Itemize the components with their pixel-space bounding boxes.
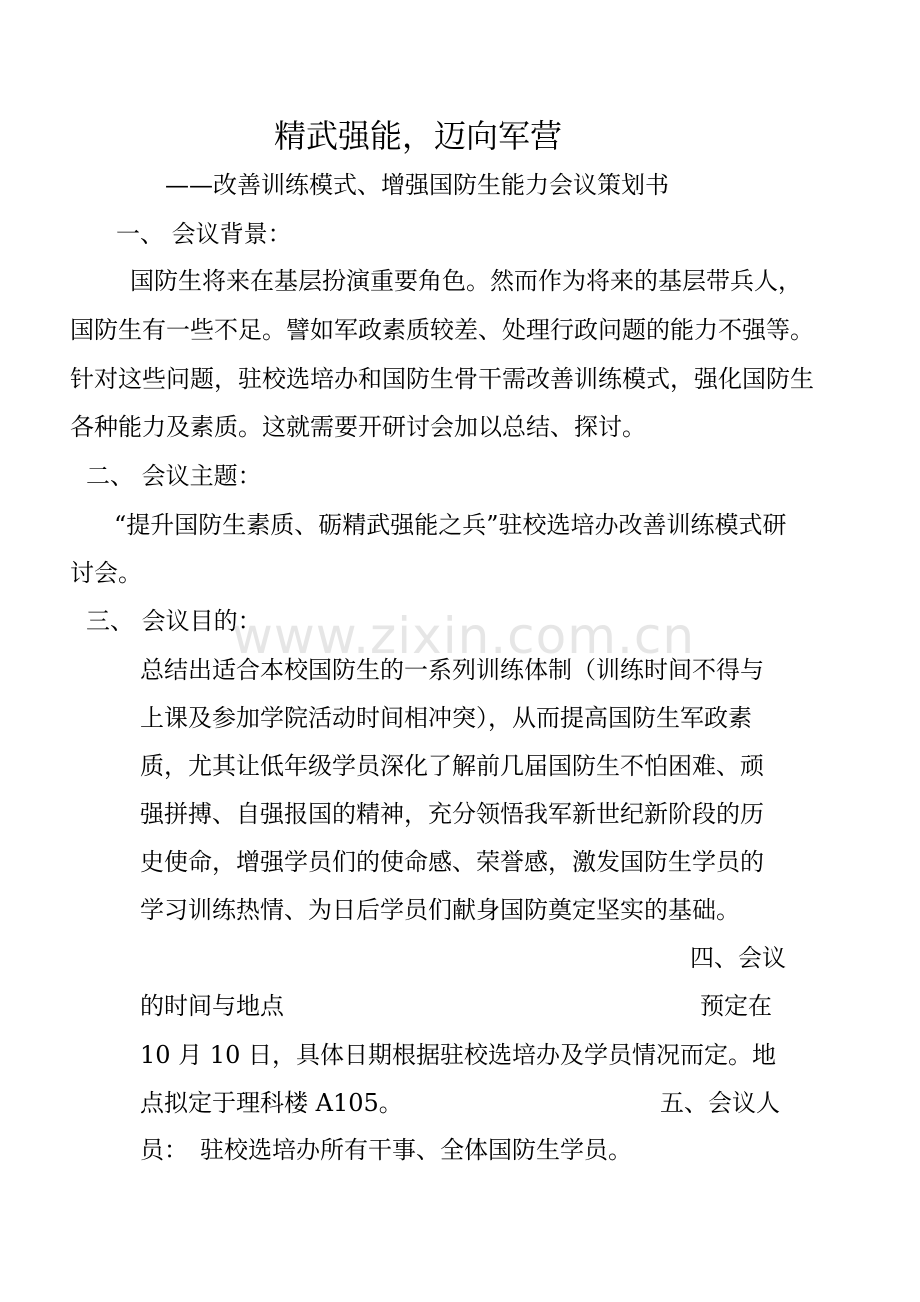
section-heading-time-place-continued: 的时间与地点 bbox=[140, 992, 284, 1020]
section-heading-purpose: 三、 会议目的： bbox=[86, 607, 262, 635]
watermark-text: www.zixin.com.cn bbox=[232, 607, 696, 665]
paragraph-line: 质，尤其让低年级学员深化了解前几届国防生不怕困难、顽 bbox=[140, 752, 764, 780]
paragraph-line: 国防生有一些不足。譬如军政素质较差、处理行政问题的能力不强等。 bbox=[70, 316, 814, 344]
section-heading-participants-continued: 员： bbox=[140, 1136, 188, 1164]
paragraph-line: 针对这些问题，驻校选培办和国防生骨干需改善训练模式，强化国防生 bbox=[70, 365, 814, 393]
paragraph-line: 强拼搏、自强报国的精神，充分领悟我军新世纪新阶段的历 bbox=[140, 800, 764, 828]
paragraph-line: 总结出适合本校国防生的一系列训练体制（训练时间不得与 bbox=[140, 656, 764, 684]
paragraph-line: 驻校选培办所有干事、全体国防生学员。 bbox=[200, 1136, 632, 1164]
paragraph-line: 讨会。 bbox=[70, 559, 142, 587]
document-subtitle: ——改善训练模式、增强国防生能力会议策划书 bbox=[165, 171, 669, 199]
paragraph-line: 学习训练热情、为日后学员们献身国防奠定坚实的基础。 bbox=[140, 896, 740, 924]
section-heading-theme: 二、 会议主题： bbox=[86, 462, 262, 490]
paragraph-line: 史使命，增强学员们的使命感、荣誉感，激发国防生学员的 bbox=[140, 848, 764, 876]
section-heading-participants: 五、会议人 bbox=[660, 1089, 780, 1117]
document-title: 精武强能，迈向军营 bbox=[274, 117, 563, 155]
paragraph-line: 点拟定于理科楼 A105。 bbox=[140, 1089, 403, 1117]
paragraph-line: “提升国防生素质、砺精武强能之兵”驻校选培办改善训练模式研 bbox=[114, 511, 787, 539]
paragraph-line: 上课及参加学院活动时间相冲突），从而提高国防生军政素 bbox=[140, 704, 752, 732]
paragraph-line: 预定在 bbox=[700, 992, 772, 1020]
paragraph-line: 各种能力及素质。这就需要开研讨会加以总结、探讨。 bbox=[70, 413, 646, 441]
paragraph-line: 10 月 10 日，具体日期根据驻校选培办及学员情况而定。地 bbox=[140, 1041, 776, 1069]
paragraph-line: 国防生将来在基层扮演重要角色。然而作为将来的基层带兵人， bbox=[130, 267, 802, 295]
section-heading-time-place: 四、会议 bbox=[690, 944, 786, 972]
section-heading-background: 一、 会议背景： bbox=[116, 220, 292, 248]
